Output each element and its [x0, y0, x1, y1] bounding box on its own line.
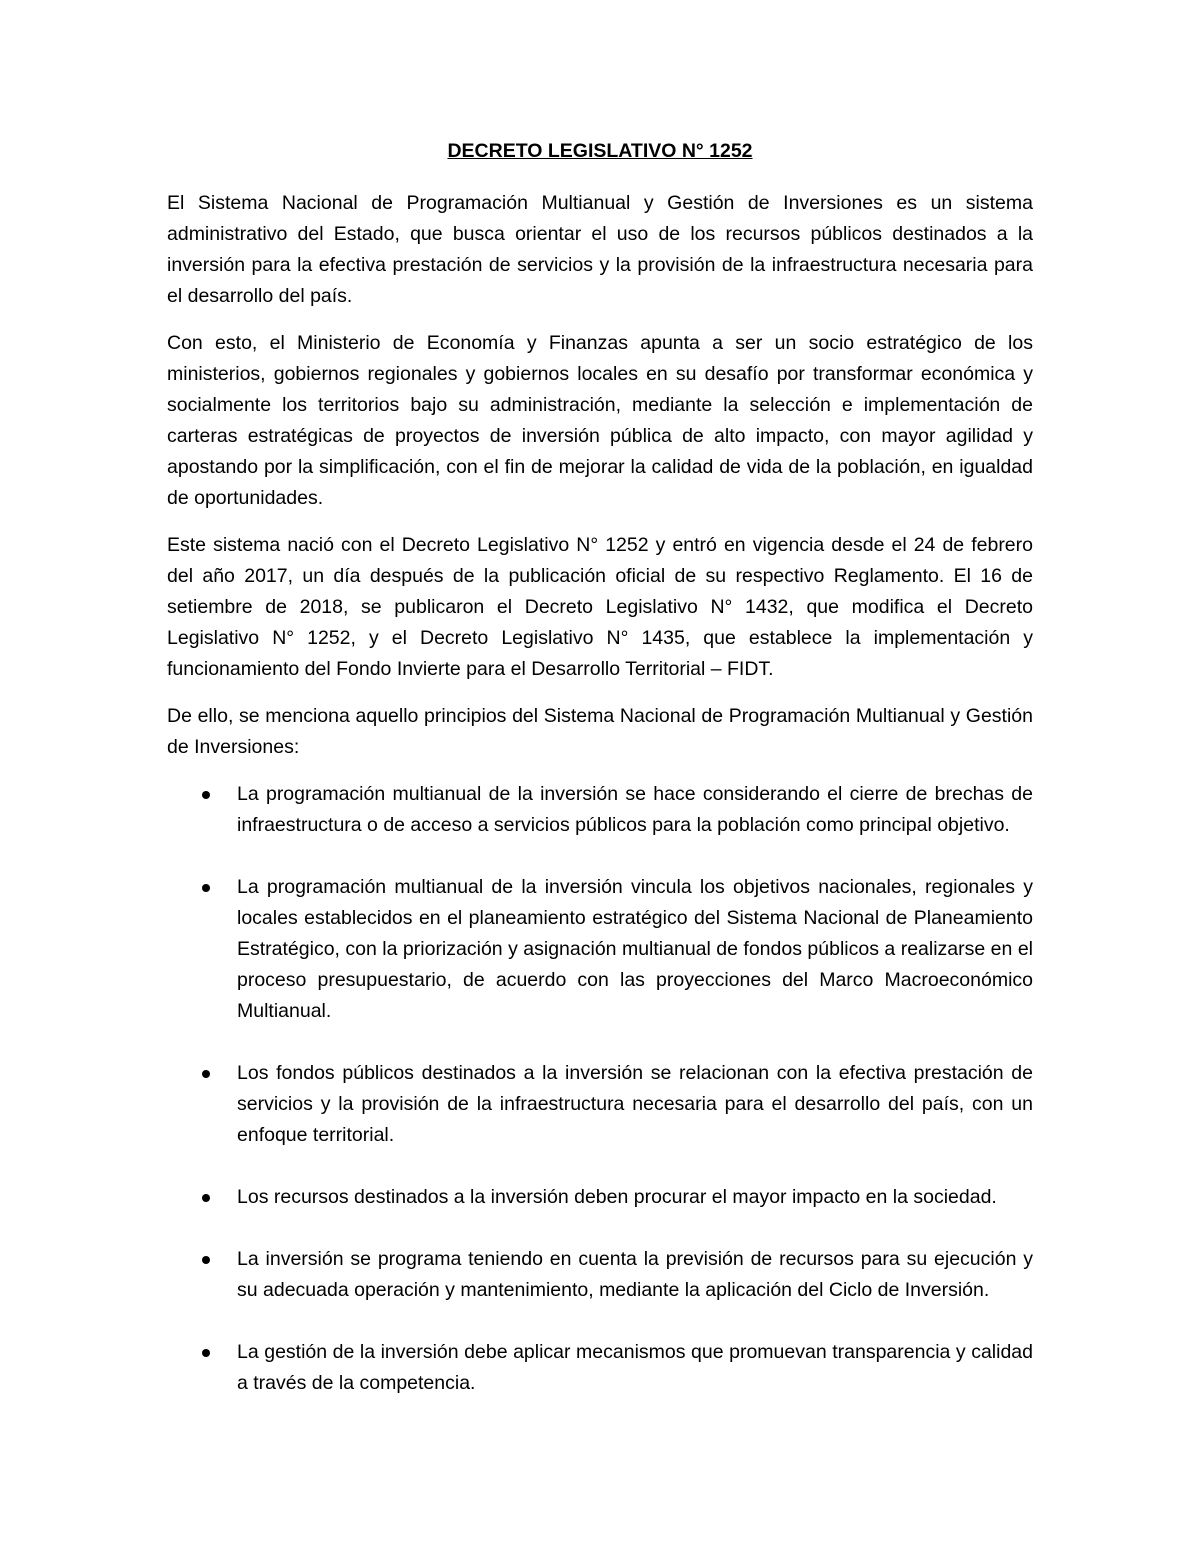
list-item	[167, 1058, 1033, 1151]
document-title: DECRETO LEGISLATIVO N° 1252	[447, 140, 753, 162]
list-item	[167, 1337, 1033, 1399]
bullet-icon	[202, 884, 210, 892]
bullet-icon	[202, 791, 210, 799]
list-item-text: La programación multianual de la inversión se hace considerando el cierre de brechas de infraestructura o de acceso a servicios públicos para la población como principal objetivo.	[237, 783, 1033, 836]
list-item-text: La gestión de la inversión debe aplicar mecanismos que promuevan transparencia y calidad a través de la competencia.	[237, 1341, 1033, 1394]
document-page	[167, 136, 1033, 1430]
bullet-icon	[202, 1256, 210, 1264]
list-item	[167, 1244, 1033, 1306]
paragraph: Este sistema nació con el Decreto Legislativo N° 1252 y entró en vigencia desde el 24 de febrero del año 2017, un día después de la publicación oficial de su respectivo Reglamento. El 16 de setiembre de 2018, se publicaron el Decreto Legislativo N° 1432, que modifica el Decreto Legislativo N° 1252, y el Decreto Legislativo N° 1435, que establece la implementación y funcionamiento del Fondo Invierte para el Desarrollo Territorial – FIDT.	[167, 534, 1033, 680]
list-item-text: La programación multianual de la inversión vincula los objetivos nacionales, regionales y locales establecidos en el planeamiento estratégico del Sistema Nacional de Planeamiento Estratégico, con la priorización y asignación multianual de fondos públicos a realizarse en el proceso presupuestario, de acuerdo con las proyecciones del Marco Macroeconómico Multianual.	[237, 876, 1033, 1022]
list-item	[167, 1182, 1033, 1213]
list-item-text: Los recursos destinados a la inversión deben procurar el mayor impacto en la sociedad.	[237, 1186, 997, 1208]
bullet-icon	[202, 1070, 210, 1078]
paragraph: Con esto, el Ministerio de Economía y Finanzas apunta a ser un socio estratégico de los ministerios, gobiernos regionales y gobiernos locales en su desafío por transformar económica y socialmente los territorios bajo su administración, mediante la selección e implementación de carteras estratégicas de proyectos de inversión pública de alto impacto, con mayor agilidad y apostando por la simplificación, con el fin de mejorar la calidad de vida de la población, en igualdad de oportunidades.	[167, 332, 1033, 509]
list-item-text: La inversión se programa teniendo en cuenta la previsión de recursos para su ejecución y su adecuada operación y mantenimiento, mediante la aplicación del Ciclo de Inversión.	[237, 1248, 1033, 1301]
list-item	[167, 872, 1033, 1027]
paragraph: El Sistema Nacional de Programación Multianual y Gestión de Inversiones es un sistema administrativo del Estado, que busca orientar el uso de los recursos públicos destinados a la inversión para la efectiva prestación de servicios y la provisión de la infraestructura necesaria para el desarrollo del país.	[167, 192, 1033, 307]
bullet-icon	[202, 1349, 210, 1357]
list-item	[167, 779, 1033, 841]
list-item-text: Los fondos públicos destinados a la inversión se relacionan con la efectiva prestación de servicios y la provisión de la infraestructura necesaria para el desarrollo del país, con un enfoque territorial.	[237, 1062, 1033, 1146]
principles-list	[167, 779, 1033, 1399]
paragraph: De ello, se menciona aquello principios del Sistema Nacional de Programación Multianual y Gestión de Inversiones:	[167, 705, 1033, 758]
bullet-icon	[202, 1194, 210, 1202]
